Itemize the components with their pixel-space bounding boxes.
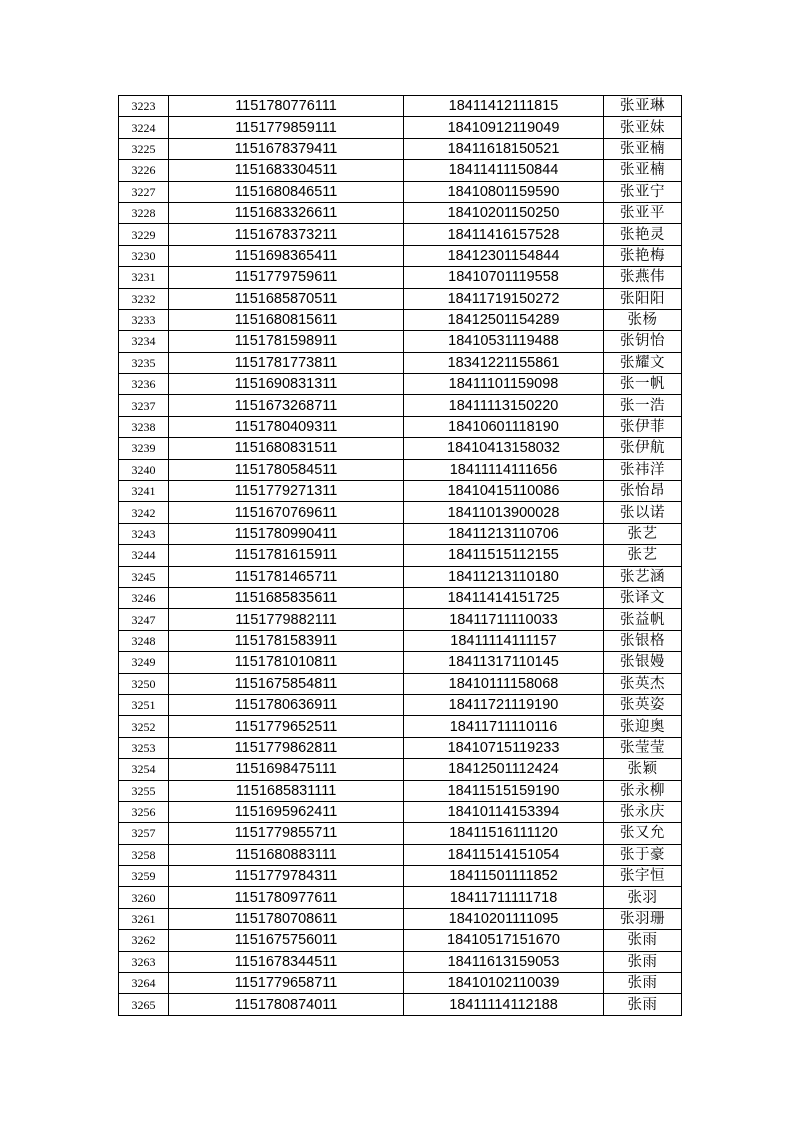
registration-code: 1151779862811 [169, 737, 404, 758]
exam-id: 18410801159590 [404, 181, 604, 202]
table-row [119, 673, 682, 694]
row-index: 3263 [119, 951, 169, 972]
table-row [119, 202, 682, 223]
table-row [119, 587, 682, 608]
person-name: 张耀文 [604, 352, 682, 373]
table-row [119, 481, 682, 502]
exam-id: 18411515159190 [404, 780, 604, 801]
row-index: 3258 [119, 844, 169, 865]
row-index: 3227 [119, 181, 169, 202]
registration-code: 1151675756011 [169, 930, 404, 951]
table-row [119, 331, 682, 352]
registration-code: 1151670769611 [169, 502, 404, 523]
row-index: 3231 [119, 267, 169, 288]
person-name: 张英姿 [604, 694, 682, 715]
roster-table [118, 95, 682, 1016]
registration-code: 1151779271311 [169, 481, 404, 502]
row-index: 3236 [119, 374, 169, 395]
row-index: 3255 [119, 780, 169, 801]
exam-id: 18411013900028 [404, 502, 604, 523]
person-name: 张银格 [604, 630, 682, 651]
person-name: 张永庆 [604, 801, 682, 822]
table-row [119, 523, 682, 544]
table-row [119, 694, 682, 715]
table-row [119, 96, 682, 117]
row-index: 3223 [119, 96, 169, 117]
exam-id: 18411514151054 [404, 844, 604, 865]
person-name: 张杨 [604, 309, 682, 330]
exam-id: 18410201150250 [404, 202, 604, 223]
person-name: 张艳梅 [604, 245, 682, 266]
person-name: 张一浩 [604, 395, 682, 416]
exam-id: 18412301154844 [404, 245, 604, 266]
table-row [119, 459, 682, 480]
row-index: 3260 [119, 887, 169, 908]
table-row [119, 502, 682, 523]
registration-code: 1151780977611 [169, 887, 404, 908]
table-row [119, 908, 682, 929]
exam-id: 18411613159053 [404, 951, 604, 972]
table-row [119, 138, 682, 159]
person-name: 张亚宁 [604, 181, 682, 202]
registration-code: 1151780874011 [169, 994, 404, 1015]
row-index: 3257 [119, 823, 169, 844]
table-row [119, 352, 682, 373]
registration-code: 1151678373211 [169, 224, 404, 245]
exam-id: 18410114153394 [404, 801, 604, 822]
exam-id: 18410102110039 [404, 973, 604, 994]
registration-code: 1151680815611 [169, 309, 404, 330]
exam-id: 18411719150272 [404, 288, 604, 309]
registration-code: 1151698365411 [169, 245, 404, 266]
registration-code: 1151678379411 [169, 138, 404, 159]
row-index: 3264 [119, 973, 169, 994]
table-row [119, 181, 682, 202]
exam-id: 18410715119233 [404, 737, 604, 758]
row-index: 3237 [119, 395, 169, 416]
registration-code: 1151685835611 [169, 587, 404, 608]
row-index: 3252 [119, 716, 169, 737]
registration-code: 1151678344511 [169, 951, 404, 972]
person-name: 张艺 [604, 545, 682, 566]
row-index: 3224 [119, 117, 169, 138]
exam-id: 18412501154289 [404, 309, 604, 330]
person-name: 张莹莹 [604, 737, 682, 758]
table-row [119, 416, 682, 437]
table-row [119, 545, 682, 566]
table-row [119, 309, 682, 330]
person-name: 张雨 [604, 930, 682, 951]
registration-code: 1151781773811 [169, 352, 404, 373]
table-row [119, 930, 682, 951]
person-name: 张亚琳 [604, 96, 682, 117]
exam-id: 18411414151725 [404, 587, 604, 608]
person-name: 张于豪 [604, 844, 682, 865]
table-row [119, 117, 682, 138]
row-index: 3230 [119, 245, 169, 266]
row-index: 3241 [119, 481, 169, 502]
exam-id: 18411213110706 [404, 523, 604, 544]
registration-code: 1151779855711 [169, 823, 404, 844]
table-row [119, 652, 682, 673]
registration-code: 1151779658711 [169, 973, 404, 994]
exam-id: 18410517151670 [404, 930, 604, 951]
registration-code: 1151690831311 [169, 374, 404, 395]
table-row [119, 438, 682, 459]
person-name: 张颖 [604, 759, 682, 780]
person-name: 张艳灵 [604, 224, 682, 245]
table-row [119, 844, 682, 865]
table-row [119, 823, 682, 844]
table-row [119, 224, 682, 245]
exam-id: 18411412111815 [404, 96, 604, 117]
person-name: 张译文 [604, 587, 682, 608]
registration-code: 1151780776111 [169, 96, 404, 117]
registration-code: 1151780636911 [169, 694, 404, 715]
row-index: 3225 [119, 138, 169, 159]
person-name: 张雨 [604, 973, 682, 994]
exam-id: 18411618150521 [404, 138, 604, 159]
registration-code: 1151680883111 [169, 844, 404, 865]
person-name: 张亚楠 [604, 160, 682, 181]
table-row [119, 630, 682, 651]
table-row [119, 245, 682, 266]
table-row [119, 951, 682, 972]
row-index: 3254 [119, 759, 169, 780]
person-name: 张雨 [604, 951, 682, 972]
registration-code: 1151780990411 [169, 523, 404, 544]
table-row [119, 801, 682, 822]
row-index: 3243 [119, 523, 169, 544]
table-row [119, 994, 682, 1015]
exam-id: 18411411150844 [404, 160, 604, 181]
row-index: 3242 [119, 502, 169, 523]
roster-body [119, 96, 682, 1016]
table-row [119, 395, 682, 416]
row-index: 3251 [119, 694, 169, 715]
person-name: 张羽珊 [604, 908, 682, 929]
row-index: 3239 [119, 438, 169, 459]
row-index: 3238 [119, 416, 169, 437]
row-index: 3247 [119, 609, 169, 630]
person-name: 张又允 [604, 823, 682, 844]
person-name: 张银嫚 [604, 652, 682, 673]
person-name: 张伊航 [604, 438, 682, 459]
registration-code: 1151779759611 [169, 267, 404, 288]
exam-id: 18411721119190 [404, 694, 604, 715]
person-name: 张亚楠 [604, 138, 682, 159]
person-name: 张益帆 [604, 609, 682, 630]
row-index: 3261 [119, 908, 169, 929]
registration-code: 1151779784311 [169, 866, 404, 887]
registration-code: 1151685870511 [169, 288, 404, 309]
exam-id: 18411711110116 [404, 716, 604, 737]
registration-code: 1151779882111 [169, 609, 404, 630]
exam-id: 18410111158068 [404, 673, 604, 694]
person-name: 张亚平 [604, 202, 682, 223]
table-row [119, 160, 682, 181]
row-index: 3245 [119, 566, 169, 587]
row-index: 3235 [119, 352, 169, 373]
exam-id: 18411113150220 [404, 395, 604, 416]
registration-code: 1151673268711 [169, 395, 404, 416]
table-row [119, 780, 682, 801]
table-row [119, 866, 682, 887]
person-name: 张雨 [604, 994, 682, 1015]
person-name: 张英杰 [604, 673, 682, 694]
registration-code: 1151781465711 [169, 566, 404, 587]
row-index: 3240 [119, 459, 169, 480]
exam-id: 18410601118190 [404, 416, 604, 437]
registration-code: 1151675854811 [169, 673, 404, 694]
registration-code: 1151685831111 [169, 780, 404, 801]
table-row [119, 887, 682, 908]
table-row [119, 759, 682, 780]
table-row [119, 566, 682, 587]
exam-id: 18410413158032 [404, 438, 604, 459]
row-index: 3228 [119, 202, 169, 223]
row-index: 3265 [119, 994, 169, 1015]
row-index: 3259 [119, 866, 169, 887]
registration-code: 1151781598911 [169, 331, 404, 352]
exam-id: 18410531119488 [404, 331, 604, 352]
row-index: 3244 [119, 545, 169, 566]
table-row [119, 609, 682, 630]
exam-id: 18410415110086 [404, 481, 604, 502]
registration-code: 1151781615911 [169, 545, 404, 566]
registration-code: 1151779652511 [169, 716, 404, 737]
registration-code: 1151780409311 [169, 416, 404, 437]
exam-id: 18410201111095 [404, 908, 604, 929]
person-name: 张祎洋 [604, 459, 682, 480]
registration-code: 1151781010811 [169, 652, 404, 673]
exam-id: 18410701119558 [404, 267, 604, 288]
registration-code: 1151780708611 [169, 908, 404, 929]
exam-id: 18411501111852 [404, 866, 604, 887]
row-index: 3256 [119, 801, 169, 822]
row-index: 3234 [119, 331, 169, 352]
person-name: 张怡昂 [604, 481, 682, 502]
person-name: 张燕伟 [604, 267, 682, 288]
table-row [119, 374, 682, 395]
registration-code: 1151780584511 [169, 459, 404, 480]
exam-id: 18412501112424 [404, 759, 604, 780]
exam-id: 18341221155861 [404, 352, 604, 373]
person-name: 张伊菲 [604, 416, 682, 437]
table-row [119, 737, 682, 758]
person-name: 张艺 [604, 523, 682, 544]
row-index: 3262 [119, 930, 169, 951]
person-name: 张阳阳 [604, 288, 682, 309]
exam-id: 18411516111120 [404, 823, 604, 844]
table-row [119, 267, 682, 288]
exam-id: 18410912119049 [404, 117, 604, 138]
row-index: 3232 [119, 288, 169, 309]
table-row [119, 288, 682, 309]
registration-code: 1151683326611 [169, 202, 404, 223]
exam-id: 18411515112155 [404, 545, 604, 566]
row-index: 3250 [119, 673, 169, 694]
table-row [119, 716, 682, 737]
person-name: 张羽 [604, 887, 682, 908]
registration-code: 1151680846511 [169, 181, 404, 202]
exam-id: 18411711111718 [404, 887, 604, 908]
row-index: 3248 [119, 630, 169, 651]
exam-id: 18411114111157 [404, 630, 604, 651]
row-index: 3233 [119, 309, 169, 330]
registration-code: 1151683304511 [169, 160, 404, 181]
person-name: 张钥怡 [604, 331, 682, 352]
exam-id: 18411317110145 [404, 652, 604, 673]
exam-id: 18411114112188 [404, 994, 604, 1015]
registration-code: 1151781583911 [169, 630, 404, 651]
registration-code: 1151695962411 [169, 801, 404, 822]
row-index: 3246 [119, 587, 169, 608]
person-name: 张艺涵 [604, 566, 682, 587]
exam-id: 18411101159098 [404, 374, 604, 395]
row-index: 3229 [119, 224, 169, 245]
exam-id: 18411416157528 [404, 224, 604, 245]
person-name: 张以诺 [604, 502, 682, 523]
registration-code: 1151698475111 [169, 759, 404, 780]
person-name: 张迎奥 [604, 716, 682, 737]
row-index: 3249 [119, 652, 169, 673]
exam-id: 18411711110033 [404, 609, 604, 630]
registration-code: 1151680831511 [169, 438, 404, 459]
person-name: 张亚妹 [604, 117, 682, 138]
person-name: 张一帆 [604, 374, 682, 395]
person-name: 张宇恒 [604, 866, 682, 887]
row-index: 3226 [119, 160, 169, 181]
registration-code: 1151779859111 [169, 117, 404, 138]
exam-id: 18411213110180 [404, 566, 604, 587]
row-index: 3253 [119, 737, 169, 758]
person-name: 张永柳 [604, 780, 682, 801]
exam-id: 18411114111656 [404, 459, 604, 480]
table-row [119, 973, 682, 994]
